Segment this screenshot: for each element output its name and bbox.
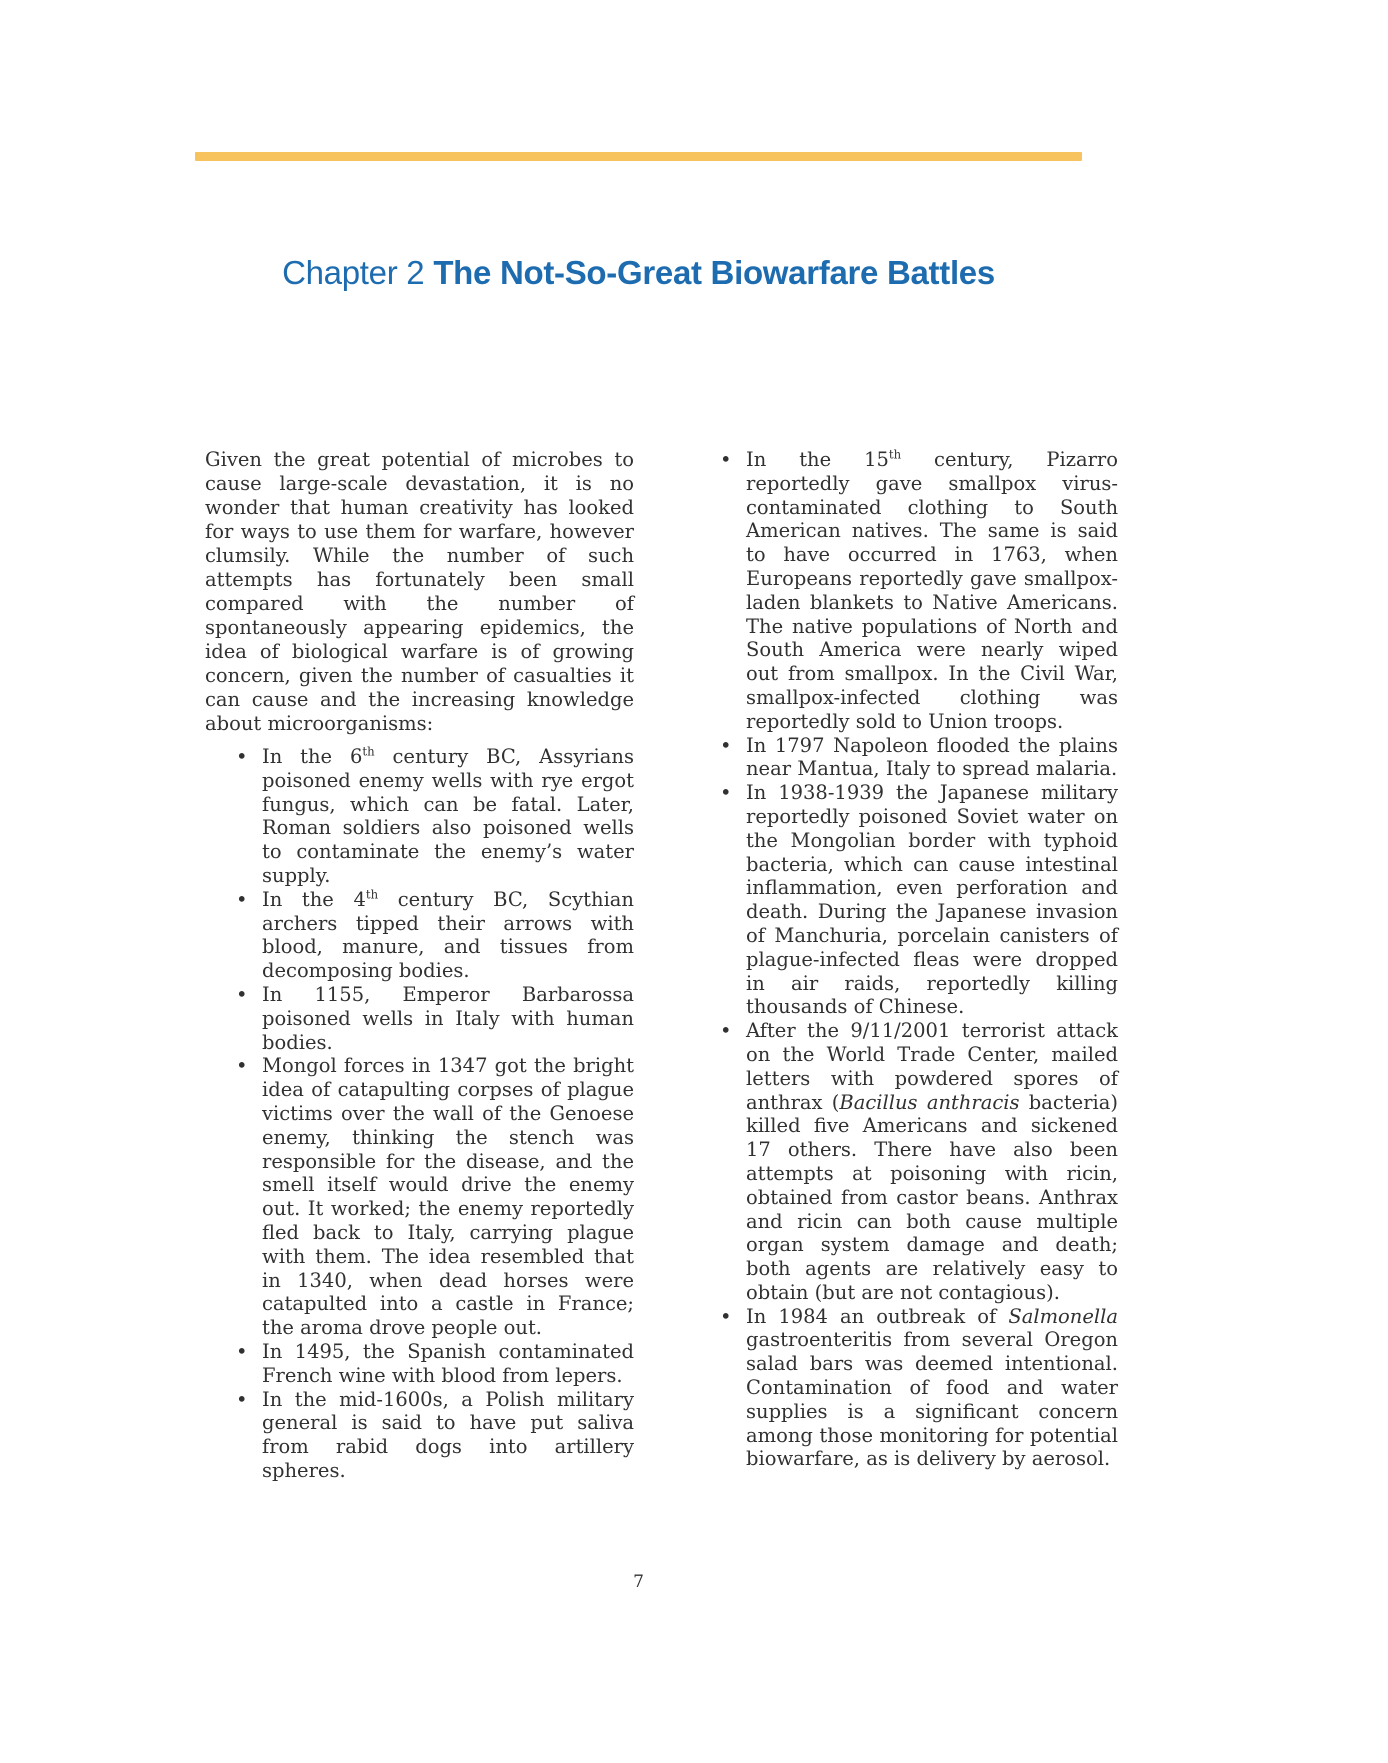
left-column (205, 448, 634, 1483)
body-columns (205, 448, 1119, 1483)
bullet-item: • In the 4th century BC, Scythian archers tipped their arrows with blood, manure, and tissues from decomposing bodies. (205, 888, 634, 983)
bullet-item: • In 1984 an outbreak of Salmonella gastroenteritis from several Oregon salad bars was deemed intentional. Contamination of food and water supplies is a significant concern among those monitoring for potential biowarfare, as is delivery by aerosol. (689, 1305, 1118, 1472)
page-number: 7 (633, 1572, 644, 1592)
bullet-item: • In the 15th century, Pizarro reportedly gave smallpox virus-contaminated clothing to South American natives. The same is said to have occurred in 1763, when Europeans reportedly gave smallpox-laden blankets to Native Americans. The native populations of North and South America were nearly wiped out from smallpox. In the Civil War, smallpox-infected clothing was reportedly sold to Union troops. (689, 448, 1118, 734)
chapter-heading (133, 252, 1144, 294)
intro-paragraph: Given the great potential of microbes to cause large-scale devastation, it is no wonder that human creativity has looked for ways to use them for warfare, however clumsily. While the number of such attempts has fortunately been small compared with the number of spontaneously appearing epidemics, the idea of biological warfare is of growing concern, given the number of casualties it can cause and the increasing knowledge about microorganisms: (205, 448, 634, 735)
right-bullet-list (689, 448, 1118, 1471)
bullet-item: • In 1495, the Spanish contaminated French wine with blood from lepers. (205, 1340, 634, 1388)
right-column (689, 448, 1118, 1483)
chapter-number: Chapter 2 (282, 254, 425, 291)
chapter-accent-rule (195, 152, 1082, 161)
left-bullet-list (205, 745, 634, 1483)
bullet-item: • In the 6th century BC, Assyrians poisoned enemy wells with rye ergot fungus, which can be fatal. Later, Roman soldiers also poisoned wells to contaminate the enemy’s water supply. (205, 745, 634, 888)
bullet-item: • In 1155, Emperor Barbarossa poisoned wells in Italy with human bodies. (205, 983, 634, 1054)
chapter-title: The Not-So-Great Biowarfare Battles (433, 254, 995, 291)
bullet-item: • In 1797 Napoleon flooded the plains near Mantua, Italy to spread malaria. (689, 734, 1118, 782)
bullet-item: • Mongol forces in 1347 got the bright idea of catapulting corpses of plague victims over the wall of the Genoese enemy, thinking the stench was responsible for the disease, and the smell itself would drive the enemy out. It worked; the enemy reportedly fled back to Italy, carrying plague with them. The idea resembled that in 1340, when dead horses were catapulted into a castle in France; the aroma drove people out. (205, 1054, 634, 1340)
bullet-item: • In 1938-1939 the Japanese military reportedly poisoned Soviet water on the Mongolian border with typhoid bacteria, which can cause intestinal inflammation, even perforation and death. During the Japanese invasion of Manchuria, porcelain canisters of plague-infected fleas were dropped in air raids, reportedly killing thousands of Chinese. (689, 781, 1118, 1019)
bullet-item: • In the mid-1600s, a Polish military general is said to have put saliva from rabid dogs into artillery spheres. (205, 1388, 634, 1483)
bullet-item: • After the 9/11/2001 terrorist attack on the World Trade Center, mailed letters with powdered spores of anthrax (Bacillus anthracis bacteria) killed five Americans and sickened 17 others. There have also been attempts at poisoning with ricin, obtained from castor beans. Anthrax and ricin can both cause multiple organ system damage and death; both agents are relatively easy to obtain (but are not contagious). (689, 1019, 1118, 1305)
